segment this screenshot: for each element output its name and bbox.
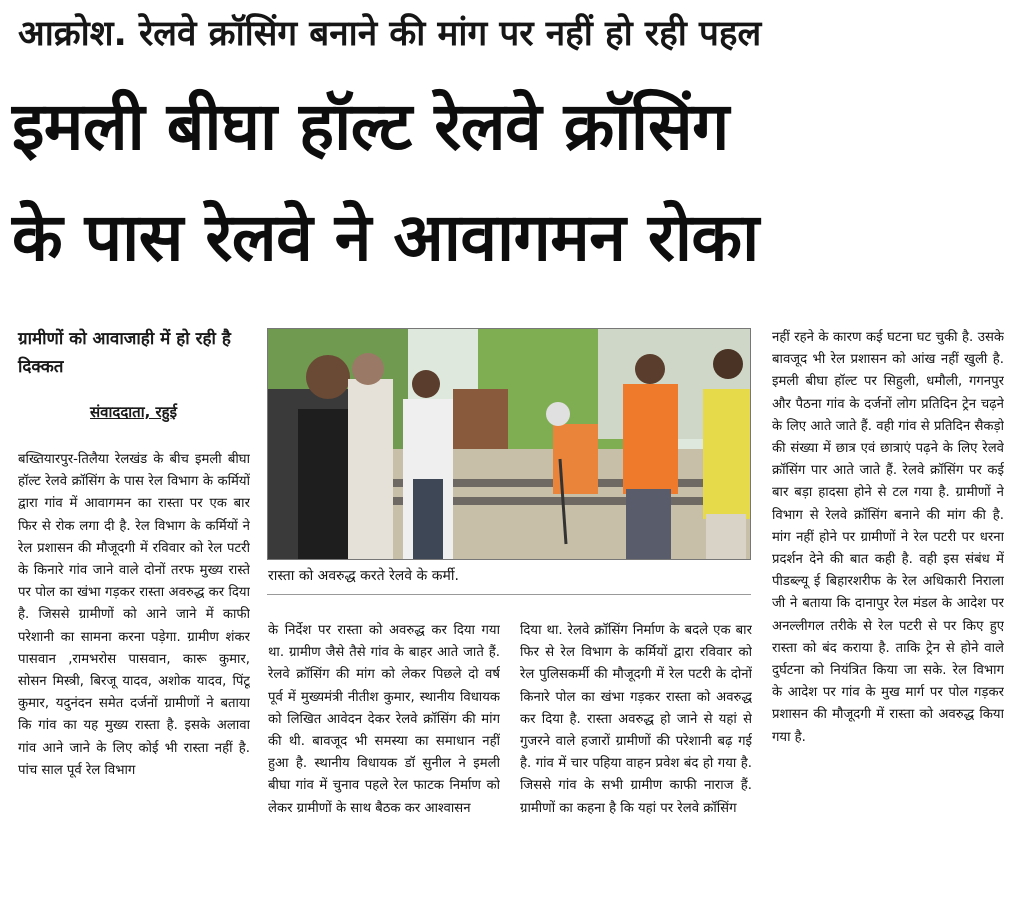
article-column-3: दिया था. रेलवे क्रॉसिंग निर्माण के बदले एक बार फिर से रेल विभाग के कर्मियों द्वारा रविवार को रेल पुलिसकर्मी की मौजूदगी में रेल पटरी के दोनों किनारे पोल का खंभा गड़कर रास्ता को अवरुद्ध कर दिया है. रास्ता अवरुद्ध हो जाने से यहां से गुजरने वाले हजारों ग्रामीणों की परेशानी बढ़ गई है. गांव में चार पहिया वाहन प्रवेश बंद हो गया है. जिससे गांव के सभी ग्रामीण काफी नाराज हैं. ग्रामीणों का कहना है कि यहां पर रेलवे क्रॉसिंग — [520, 623, 752, 816]
byline: संवाददाता, रहुई — [90, 403, 178, 421]
headline-line-2: के पास रेलवे ने आवागमन रोका — [12, 199, 759, 276]
caption-divider — [267, 594, 751, 595]
headline-line-1: इमली बीघा हॉल्ट रेलवे क्रॉसिंग — [12, 88, 729, 165]
photo-caption: रास्ता को अवरुद्ध करते रेलवे के कर्मी. — [268, 568, 459, 584]
article-column-1: बख्तियारपुर-तिलैया रेलखंड के बीच इमली बीघा हॉल्ट रेलवे क्रॉसिंग के पास रेल विभाग के कर्मियों द्वारा गांव में आवागमन का रास्ता पर एक बार फिर से रोक लगा दी है. रेल विभाग के कर्मियों ने रेल प्रशासन की मौजूदगी में रविवार को रेल पटरी के किनारे गांव जाने वाले दोनों तरफ मुख्य रास्ते पर पोल का खंभा गड़कर रास्ता अवरुद्ध कर दिया है. जिससे ग्रामीणों को आने जाने में काफी परेशानी का सामना करना पड़ेगा. ग्रामीण शंकर पासवान ,रामभरोस पासवान, कारू कुमार, सोसन मिस्त्री, बिरजू यादव, अशोक यादव, पिंटू कुमार, यदुनंदन समेत दर्जनों ग्रामीणों ने बताया कि गांव का यह मुख्य रास्ता है. इसके अलावा गांव आने जाने के लिए कोई भी रास्ता नहीं है. पांच साल पूर्व रेल विभाग — [18, 452, 250, 778]
article-column-2: के निर्देश पर रास्ता को अवरुद्ध कर दिया गया था. ग्रामीण जैसे तैसे गांव के बाहर आते जाते हैं. रेलवे क्रॉसिंग की मांग को लेकर पिछले दो वर्ष पूर्व में मुख्यमंत्री नीतीश कुमार, स्थानीय विधायक को लिखित आवेदन देकर रेलवे क्रॉसिंग की मांग की थी. बावजूद भी समस्या का समाधान नहीं हुआ है. स्थानीय विधायक डॉ सुनील ने इमली बीघा गांव में चुनाव पहले रेल फाटक निर्माण को लेकर ग्रामीणों के साथ बैठक कर आश्वासन — [268, 623, 500, 816]
news-photo — [267, 328, 751, 560]
article-column-4: नहीं रहने के कारण कई घटना घट चुकी है. उसके बावजूद भी रेल प्रशासन को आंख नहीं खुली है. इमली बीघा हॉल्ट पर सिहुली, धमौली, गगनपुर और पैठना गांव के दर्जनों लोग प्रतिदिन ट्रेन चढ़ने के लिए आते जाते हैं. वही गांव से प्रतिदिन सैकड़ो की संख्या में छात्र एवं छात्राएं पढ़ने के लिए रेलवे क्रॉसिंग पार आते जाते हैं. रेलवे क्रॉसिंग पर कई बार बड़ा हादसा होने से टल गया है. ग्रामीणों ने विभाग से रेलवे क्रॉसिंग बनाने की मांग की है. मांग नहीं होने पर ग्रामीणों ने रेल पटरी पर धरना प्रदर्शन देने की बात कही है. वही इस संबंध में पीडब्ल्यू ई बिहारशरीफ के रेल अधिकारी निराला जी ने बताया कि दानापुर रेल मंडल के आदेश पर अनल्लीगल तरीके से रेल पटरी से पर किए हुए रास्ता को बंद कराया है. ताकि ट्रेन से होने वाले दुर्घटना को नियंत्रित किया जा सके. रेल विभाग के आदेश पर गांव के मुख मार्ग पर पोल गड़कर प्रशासन की मौजूदगी में रास्ता को अवरुद्ध किया गया है. — [772, 330, 1004, 745]
kicker-line: आक्रोश. रेलवे क्रॉसिंग बनाने की मांग पर नहीं हो रही पहल — [18, 14, 762, 54]
subheadline: ग्रामीणों को आवाजाही में हो रही है दिक्कत — [18, 329, 231, 377]
